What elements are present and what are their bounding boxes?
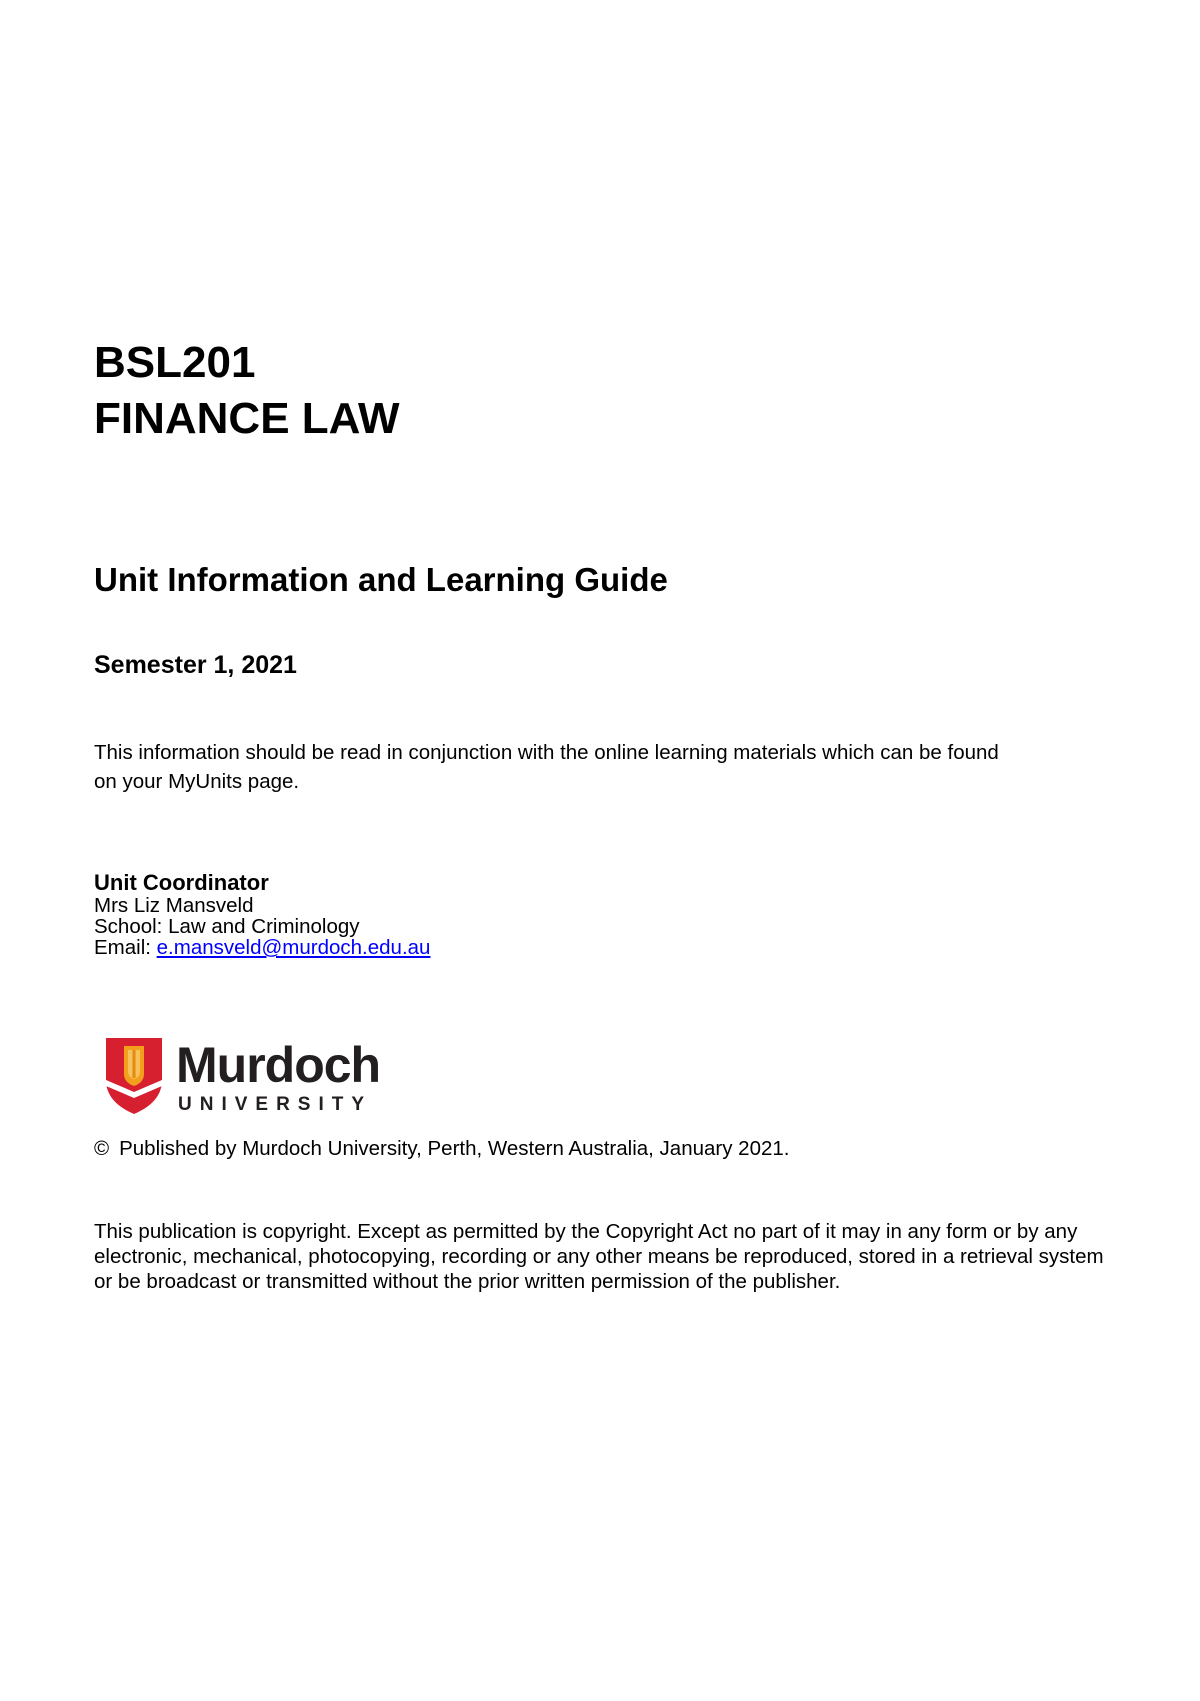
- coordinator-email-line: [94, 937, 430, 958]
- intro-text: This information should be read in conjunction with the online learning materials which can be found on your MyUnits page.: [94, 741, 999, 793]
- email-link[interactable]: e.mansveld@murdoch.edu.au: [156, 936, 431, 959]
- guide-title: Unit Information and Learning Guide: [94, 561, 668, 598]
- unit-code: BSL201: [94, 338, 256, 387]
- shield-icon: [106, 1038, 162, 1114]
- copyright-symbol: ©: [94, 1137, 110, 1160]
- murdoch-university-logo: [104, 1036, 394, 1116]
- coordinator-block: [94, 870, 430, 958]
- semester: Semester 1, 2021: [94, 651, 297, 679]
- logo-subtitle: UNIVERSITY: [178, 1094, 373, 1115]
- copyright-notice: This publication is copyright. Except as permitted by the Copyright Act no part of it may in any form or by any electronic, mechanical, photocopying, recording or any other means be reproduced, stored in a retrieval system or be broadcast or transmitted without the prior written permission of the publisher.: [94, 1220, 1104, 1293]
- logo-wordmark: Murdoch: [176, 1037, 381, 1093]
- published-line: [94, 1135, 789, 1163]
- unit-name: FINANCE LAW: [94, 394, 400, 443]
- email-label: Email:: [94, 936, 157, 959]
- coordinator-heading: Unit Coordinator: [94, 870, 269, 895]
- coordinator-school: School: Law and Criminology: [94, 915, 360, 938]
- coordinator-name: Mrs Liz Mansveld: [94, 894, 254, 917]
- published-text: Published by Murdoch University, Perth, Western Australia, January 2021.: [119, 1137, 790, 1160]
